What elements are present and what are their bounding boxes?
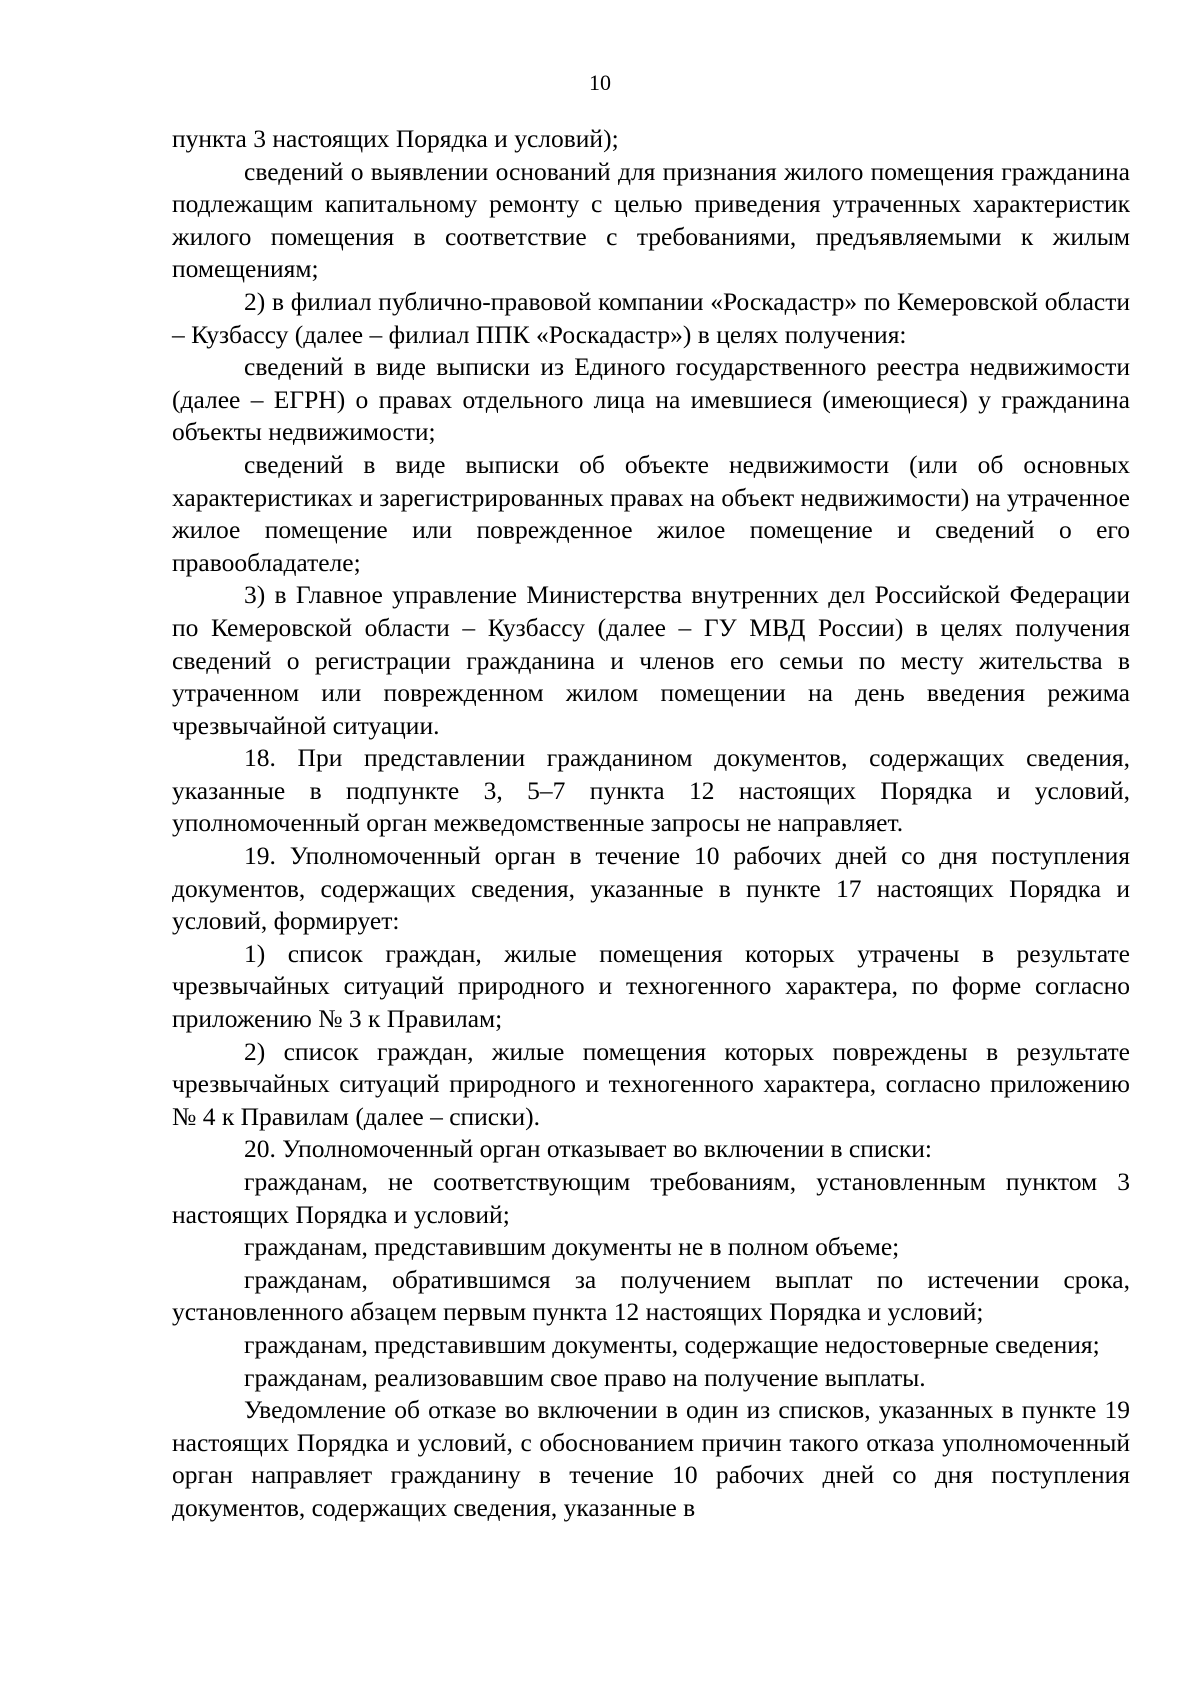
paragraph-continuation: пункта 3 настоящих Порядка и условий); <box>172 124 619 153</box>
paragraph: 2) список граждан, жилые помещения которых повреждены в результате чрезвычайных ситуаций природного и техногенного характера, согласно приложению № 4 к Правилам (далее – списки). <box>172 1036 1130 1131</box>
paragraph: сведений в виде выписки об объекте недвижимости (или об основных характеристиках и зарегистрированных правах на объект недвижимости) на утраченное жилое помещение или поврежденное жилое помещение и сведений о его правообладателе; <box>172 449 1130 577</box>
paragraph: 20. Уполномоченный орган отказывает во включении в списки: <box>244 1134 932 1164</box>
paragraph: гражданам, представившим документы, содержащие недостоверные сведения; <box>244 1329 1100 1359</box>
paragraph: 2) в филиал публично-правовой компании «Роскадастр» по Кемеровской области – Кузбассу (далее – филиал ППК «Роскадастр») в целях получения: <box>172 286 1130 349</box>
page-number: 10 <box>589 70 611 95</box>
paragraph: 18. При представлении гражданином документов, содержащих сведения, указанные в подпункте 3, 5–7 пункта 12 настоящих Порядка и условий, уполномоченный орган межведомственные запросы не направляет. <box>172 743 1130 838</box>
paragraph: 19. Уполномоченный орган в течение 10 рабочих дней со дня поступления документов, содержащих сведения, указанные в пункте 17 настоящих Порядка и условий, формирует: <box>172 841 1130 936</box>
paragraph: Уведомление об отказе во включении в один из списков, указанных в пункте 19 настоящих Порядка и условий, с обоснованием причин такого отказа уполномоченный орган направляет гражданину в течение 10 рабочих дней со дня поступления документов, содержащих сведения, указанные в <box>172 1395 1130 1522</box>
paragraph: 3) в Главное управление Министерства внутренних дел Российской Федерации по Кемеровской области – Кузбассу (далее – ГУ МВД России) в целях получения сведений о регистрации гражданина и членов его семьи по месту жительства в утраченном или поврежденном жилом помещении на день введения режима чрезвычайной ситуации. <box>172 580 1130 740</box>
paragraph: гражданам, не соответствующим требованиям, установленным пунктом 3 настоящих Порядка и условий; <box>172 1167 1130 1229</box>
document-body <box>172 123 1130 1525</box>
paragraph: сведений о выявлении оснований для признания жилого помещения гражданина подлежащим капитальному ремонту с целью приведения утраченных характеристик жилого помещения в соответствие с требованиями, предъявляемыми к жилым помещениям; <box>172 156 1130 284</box>
paragraph: гражданам, обратившимся за получением выплат по истечении срока, установленного абзацем первым пункта 12 настоящих Порядка и условий; <box>172 1264 1130 1327</box>
paragraph: гражданам, реализовавшим свое право на получение выплаты. <box>244 1362 926 1392</box>
paragraph: сведений в виде выписки из Единого государственного реестра недвижимости (далее – ЕГРН) о правах отдельного лица на имевшиеся (имеющиеся) у гражданина объекты недвижимости; <box>172 352 1130 447</box>
paragraph: 1) список граждан, жилые помещения которых утрачены в результате чрезвычайных ситуаций природного и техногенного характера, по форме согласно приложению № 3 к Правилам; <box>172 938 1130 1034</box>
paragraph: гражданам, представившим документы не в полном объеме; <box>244 1232 900 1262</box>
